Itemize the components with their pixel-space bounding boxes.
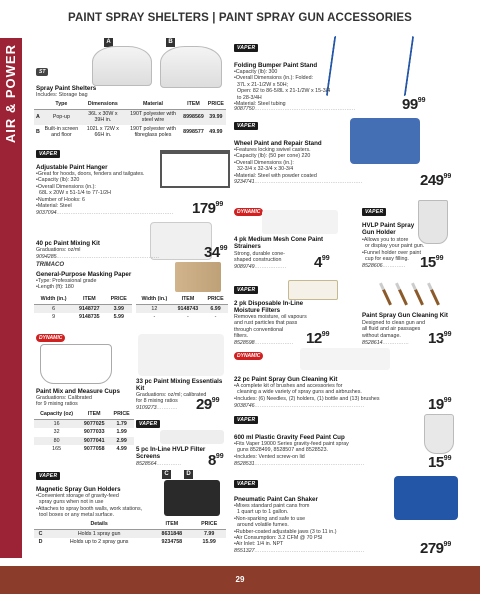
- mixing33-heading: 33 pc Paint Mixing Essentials Kit: [136, 378, 223, 393]
- cleaning-kit-specs: Designed to clean gun and all fluid and air passages without damage.: [362, 320, 426, 339]
- col-dimensions: Dimensions: [87, 101, 118, 107]
- table-row: A Pop-up 36L x 30W x 39H in. 190T polyester with steel wire 8998569 39.99: [34, 109, 226, 125]
- vaper-logo: VAPER: [36, 472, 60, 480]
- hvlp-holder-sku: 8528606.............: [362, 263, 406, 269]
- mix-cups-specs: Graduations: Calibrated for 9 mixing ratios: [36, 395, 92, 408]
- masking-specs: •Type: Professional grade •Length (ft): 180: [36, 278, 97, 291]
- strainers-heading: 4 pk Medium Mesh Cone Paint Strainers: [234, 236, 324, 251]
- mixing33-price: $29^{99}$: [196, 396, 220, 413]
- bumper-sku: 9087750.........................................................: [234, 106, 356, 112]
- shelters-table: [34, 100, 226, 140]
- shaker-heading: Pneumatic Paint Can Shaker: [234, 496, 318, 503]
- col-price: PRICE: [207, 101, 224, 107]
- vaper-logo: VAPER: [362, 208, 386, 216]
- table-row: C Holds 1 spray gun 8631848 7.99: [34, 529, 226, 538]
- wheel-price: $249^{99}$: [420, 172, 452, 189]
- table-row: 16 9077025 1.79: [34, 419, 134, 428]
- table-row: B Built-in screen and floor 102L x 72W x 66H in. 190T polyester with fibreglass poles 8998577 49.99: [36, 125, 223, 139]
- col-type: Type: [55, 101, 68, 107]
- moisture-heading: 2 pk Disposable In-Line Moisture Filters: [234, 300, 304, 315]
- vaper-logo: VAPER: [136, 420, 160, 428]
- table-row: 12 9148743 6.99: [136, 304, 228, 313]
- brush-kit-heading: 22 pc Paint Spray Gun Cleaning Kit: [234, 376, 338, 383]
- cleaning-kit-heading: Paint Spray Gun Cleaning Kit: [362, 312, 448, 319]
- brush-kit-specs: •A complete kit of brushes and accessories for cleaning a wide variety of spray guns and airbrushes. •Includes: (6) Needles, (2) holders, (1) bottle and (13) brushes: [234, 383, 380, 402]
- table-row: - - -: [153, 314, 217, 321]
- hanger-specs: •Great for hoods, doors, fenders and tailgates. •Capacity (lb): 320 •Overall Dimensions (in.): 68L x 20W x 51-1/4 to 77-1/2H •Number of Hooks: 6 •Material: Steel: [36, 171, 145, 210]
- masking-table-left: Width (in.) ITEM PRICE 6 9148727 3.99 9 9148735 5.99: [34, 295, 132, 322]
- hanger-price: $179^{99}$: [192, 200, 224, 217]
- col-material: Material: [142, 101, 163, 107]
- table-row: 165 9077058 4.99: [52, 446, 127, 453]
- dynamic-logo: DYNAMIC: [234, 352, 263, 360]
- shelters-sub: Includes: Storage bag: [36, 92, 88, 98]
- hvlp-holder-price: $15^{99}$: [420, 254, 444, 271]
- vaper-logo: VAPER: [234, 44, 258, 52]
- gravity-cup-heading: 600 ml Plastic Gravity Feed Paint Cup: [234, 434, 345, 441]
- hanger-sku: 9037094..................................................................: [36, 210, 174, 216]
- wheel-heading: Wheel Paint and Repair Stand: [234, 140, 322, 147]
- mixing-essentials-image: [138, 334, 224, 376]
- dynamic-logo: DYNAMIC: [36, 334, 65, 342]
- shelter-a-label: A: [104, 38, 113, 47]
- brush-kit-price: $19^{99}$: [428, 396, 452, 413]
- inline-filters-heading: 5 pc In-Line HVLP Filter Screens: [136, 446, 206, 461]
- wheel-specs: •Features locking swivel casters. •Capacity (lb): (50 per cone) 220 •Overall Dimensions (in.): 32-3/4 x 32-3/4 x 30-3/4 •Material: Steel with powder coated: [234, 147, 317, 179]
- gravity-cup-specs: •Fits Vaper 19000 Series gravity-feed paint spray guns 8528499, 8528507 and 8528523. •Includes: Vented screw-on lid: [234, 441, 349, 460]
- holder-c-label: C: [162, 470, 171, 479]
- hvlp-holder-specs: •Allows you to store or display your paint gun. •Funnel holder over paint cup for easy filling.: [362, 237, 425, 263]
- vaper-logo: VAPER: [234, 286, 258, 294]
- cleaning-kit-price: $13^{99}$: [428, 330, 452, 347]
- strainers-price: $4^{99}$: [314, 254, 330, 271]
- magnetic-table: Details ITEM PRICE C Holds 1 spray gun 8631848 7.99 D Holds up to 2 spray guns 9234758 15.99: [34, 520, 226, 547]
- moisture-specs: Removes moisture, oil vapours and rust particles that pass through conventional filters.: [234, 314, 307, 340]
- shelter-b-label: B: [166, 38, 175, 47]
- dynamic-logo: DYNAMIC: [234, 208, 263, 216]
- strainers-image: [262, 210, 338, 234]
- brush-kit-sku: 9038746..............................................................: [234, 403, 365, 409]
- col-item: ITEM: [187, 101, 200, 107]
- table-row: D Holds up to 2 spray guns 9234758 15.99: [38, 539, 216, 546]
- cleaning-brushes-image: [380, 282, 460, 308]
- shaker-price: $279^{99}$: [420, 540, 452, 557]
- masking-table-right: Width (in.) ITEM PRICE 12 9148743 6.99 - - -: [136, 295, 228, 322]
- vaper-logo: VAPER: [234, 416, 258, 424]
- strainers-specs: Strong, durable cone- shaped construction: [234, 251, 285, 264]
- page-number: 29: [235, 575, 245, 584]
- moisture-filter-image: [288, 280, 338, 300]
- mixing40-price: $34^{99}$: [204, 244, 228, 261]
- inline-filters-price: $8^{99}$: [208, 452, 224, 469]
- section-sidebar: [0, 38, 22, 558]
- strainers-sku: 9089749..................: [234, 264, 287, 270]
- screen-shelter-image: [160, 46, 222, 88]
- page-footer: [0, 566, 480, 594]
- gravity-cup-image: [424, 414, 454, 454]
- gravity-cup-sku: 8528531..............................................................: [234, 461, 365, 467]
- bumper-price: $99^{99}$: [402, 96, 426, 113]
- hvlp-holder-heading: HVLP Paint Spray Gun Holder: [362, 222, 415, 237]
- brush-kit-image: [300, 348, 390, 370]
- masking-heading: General-Purpose Masking Paper: [36, 271, 132, 278]
- magnetic-specs: •Convenient storage of gravity-feed spray guns when not in use •Attaches to spray booth walls, work stations, tool boxes or any metal surface.: [36, 493, 143, 519]
- table-row: 32 9077033 1.99: [53, 429, 127, 436]
- sidebar-label: AIR & POWER: [3, 44, 18, 144]
- wheel-sku: 9234741.............................................................: [234, 179, 363, 185]
- mix-cups-heading: Paint Mix and Measure Cups: [36, 388, 120, 395]
- mixing40-sku: 9094285..........................................................: [36, 254, 160, 260]
- moisture-sku: 8528598......................: [234, 340, 294, 346]
- mixing40-spec: Graduations: oz/ml: [36, 247, 81, 253]
- vaper-logo: VAPER: [36, 150, 60, 158]
- bumper-specs: •Capacity (lb): 300 •Overall Dimensions (in.): Folded: 37L x 21-1/2W x 50H; Open: 82 to 86-5/8L x 21-1/2W x 15-3/4 to 28-3/4H •Material: Steel tubing: [234, 69, 331, 108]
- bumper-heading: Folding Bumper Paint Stand: [234, 62, 318, 69]
- mixing33-sku: 9109273............: [136, 405, 178, 411]
- magnetic-heading: Magnetic Spray Gun Holders: [36, 486, 121, 493]
- mixing40-heading: 40 pc Paint Mixing Kit: [36, 240, 100, 247]
- table-row: 9 9148735 5.99: [52, 314, 124, 321]
- storage-icon: ST: [36, 68, 48, 76]
- moisture-price: $12^{99}$: [306, 330, 330, 347]
- vaper-logo: VAPER: [234, 480, 258, 488]
- table-row: 80 9077041 2.99: [34, 437, 134, 446]
- cleaning-kit-sku: 8528614...............: [362, 340, 410, 346]
- shelters-heading: Spray Paint Shelters: [36, 85, 97, 92]
- shaker-sku: 8551327..............................................................: [234, 548, 365, 554]
- masking-paper-image: [175, 262, 221, 292]
- popup-shelter-image: [92, 46, 152, 86]
- page-title: PAINT SPRAY SHELTERS | PAINT SPRAY GUN ACCESSORIES: [68, 12, 412, 24]
- vaper-logo: VAPER: [234, 122, 258, 130]
- filter-screens-image: [160, 430, 224, 444]
- mix-cups-table: Capacity (oz) ITEM PRICE 16 9077025 1.79 32 9077033 1.99 80 9077041 2.99 165 9077058 4.99: [34, 410, 134, 454]
- table-row: 6 9148727 3.99: [34, 304, 132, 313]
- mixing33-specs: Graduations: oz/ml; calibrated for 8 mixing ratios: [136, 392, 207, 405]
- inline-filters-sku: 8528564..............: [136, 461, 182, 467]
- trimaco-logo: TRIMACO: [36, 262, 64, 268]
- hanger-heading: Adjustable Paint Hanger: [36, 164, 108, 171]
- holder-d-label: D: [184, 470, 193, 479]
- gravity-cup-price: $15^{99}$: [428, 454, 452, 471]
- mix-cups-image: [40, 344, 112, 384]
- shaker-specs: •Mixes standard paint cans from 1 quart up to 1 gallon. •Non-sparking and safe to use around volatile fumes. •Rubber-coated adjustable jaws (3 to 11 in.) •Air Consumption: 3.2 CFM @ 70 PSI •Air Inlet: 1/4 in. NPT: [234, 503, 337, 548]
